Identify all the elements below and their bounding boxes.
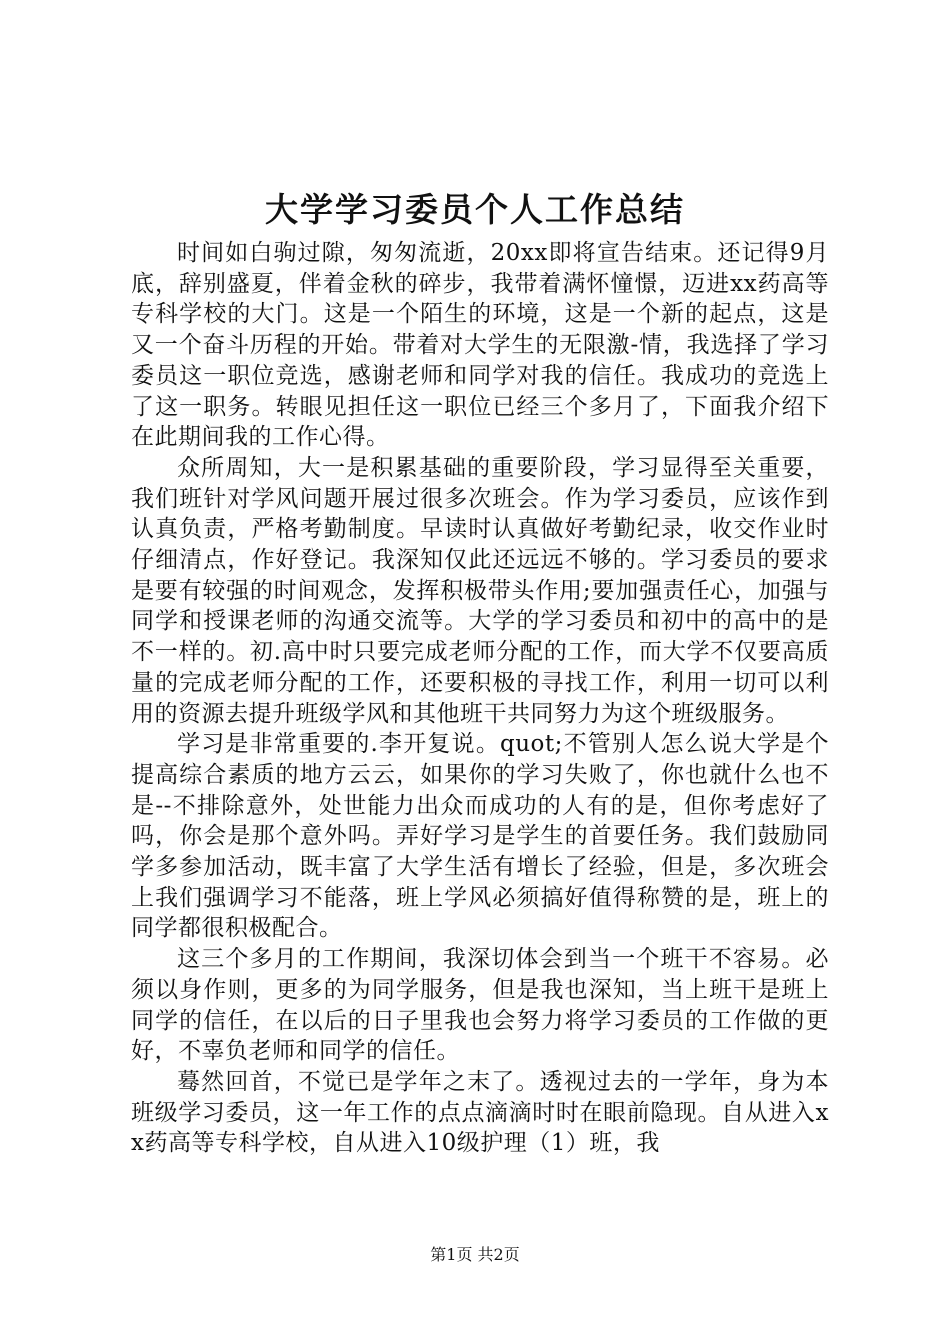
paragraph: 学习是非常重要的.李开复说。quot;不管别人怎么说大学是个提高综合素质的地方云云，如果你的学习失败了，你也就什么也不是--不排除意外，处世能力出众而成功的人有的是，但你考虑好了吗，你会是那个意外吗。弄好学习是学生的首要任务。我们鼓励同学多参加活动，既丰富了大学生活有增长了经验，但是，多次班会上我们强调学习不能落，班上学风必须搞好值得称赞的是，班上的同学都很积极配合。 [131, 731, 829, 942]
document-title: 大学学习委员个人工作总结 [265, 190, 685, 229]
paragraph: 这三个多月的工作期间，我深切体会到当一个班干不容易。必须以身作则，更多的为同学服务，但是我也深知，当上班干是班上同学的信任，在以后的日子里我也会努力将学习委员的工作做的更好，不辜负老师和同学的信任。 [131, 946, 829, 1065]
page-number-footer: 第1页 共2页 [430, 1245, 520, 1264]
paragraph: 蓦然回首，不觉已是学年之末了。透视过去的一学年，身为本班级学习委员，这一年工作的点点滴滴时时在眼前隐现。自从进入xx药高等专科学校，自从进入10级护理（1）班，我 [131, 1068, 829, 1157]
paragraph: 众所周知，大一是积累基础的重要阶段，学习显得至关重要，我们班针对学风问题开展过很多次班会。作为学习委员，应该作到认真负责，严格考勤制度。早读时认真做好考勤纪录，收交作业时仔细清点，作好登记。我深知仅此还远远不够的。学习委员的要求是要有较强的时间观念，发挥积极带头作用;要加强责任心，加强与同学和授课老师的沟通交流等。大学的学习委员和初中的高中的是不一样的。初.高中时只要完成老师分配的工作，而大学不仅要高质量的完成老师分配的工作，还要积极的寻找工作，利用一切可以利用的资源去提升班级学风和其他班干共同努力为这个班级服务。 [131, 454, 829, 727]
document-body [131, 238, 829, 1159]
paragraph: 时间如白驹过隙，匆匆流逝，20xx即将宣告结束。还记得9月底，辞别盛夏，伴着金秋的碎步，我带着满怀憧憬，迈进xx药高等专科学校的大门。这是一个陌生的环境，这是一个新的起点，这是又一个奋斗历程的开始。带着对大学生的无限激-情，我选择了学习委员这一职位竞选，感谢老师和同学对我的信任。我成功的竞选上了这一职务。转眼见担任这一职位已经三个多月了，下面我介绍下在此期间我的工作心得。 [131, 240, 829, 451]
